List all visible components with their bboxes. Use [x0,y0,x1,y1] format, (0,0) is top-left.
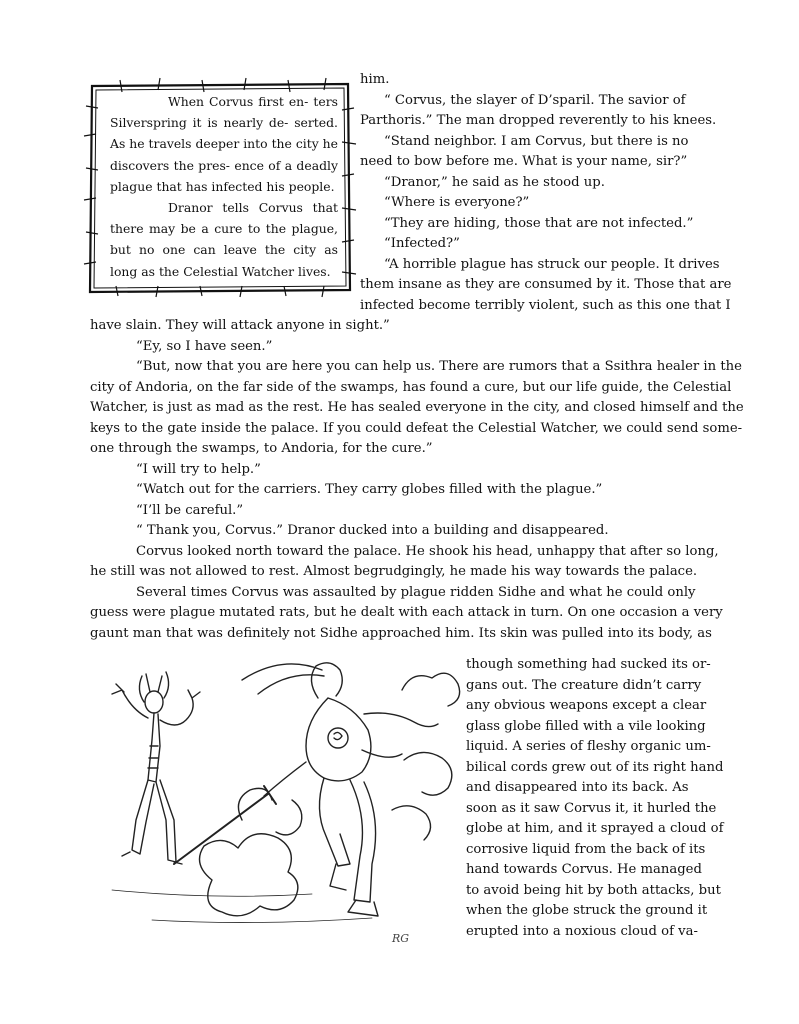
text-line: “ Thank you, Corvus.” Dranor ducked into a building and disappeared. [136,523,609,538]
text-line: them insane as they are consumed by it. Those that are [360,277,732,292]
text-line: keys to the gate inside the palace. If you could defeat the Celestial Watcher, we could send some- [90,420,743,436]
text-line: gaunt man that was definitely not Sidhe approached him. Its skin was pulled into its body, as [90,625,712,641]
sidebar-line: ence of a deadly plague that has [110,157,338,194]
text-line: “A horrible plague has struck our people. It drives [384,256,720,272]
text-line: bilical cords grew out of its right hand [466,759,724,775]
text-line: “They are hiding, those that are not infected.” [384,215,694,231]
sidebar-line: Dranor tells Corvus that [168,200,338,216]
text-line: need to bow before me. What is your name, sir?” [360,154,688,169]
text-line: infected become terribly violent, such as this one that I [360,297,731,313]
text-line: hand towards Corvus. He managed [466,862,702,877]
battle-illustration [92,650,464,950]
text-line: him. [360,72,390,87]
text-line: one through the swamps, to Andoria, for the cure.” [90,441,433,456]
text-line: though something had sucked its or- [466,657,711,672]
text-line: soon as it saw Corvus it, it hurled the [466,800,717,816]
sidebar-text [110,91,338,282]
text-line: gans out. The creature didn’t carry [466,677,702,693]
sidebar-line: Watcher lives. [241,263,331,279]
text-line: liquid. A series of fleshy organic um- [466,739,711,754]
text-line: “But, now that you are here you can help us. There are rumors that a Ssithra healer in the [136,359,742,374]
text-line: corrosive liquid from the back of its [466,841,706,857]
text-line: guess were plague mutated rats, but he dealt with each attack in turn. On one occasion a very [90,605,723,620]
sidebar-paragraph-2 [110,197,338,282]
text-line: “I will try to help.” [136,461,261,477]
text-line: and disappeared into its back. As [466,780,689,795]
text-line: “I’ll be careful.” [136,502,244,518]
sidebar-line: the city he discovers the pres- [110,136,338,173]
text-line: Corvus looked north toward the palace. He shook his head, unhappy that after so long, [136,543,719,559]
sidebar-line: serted. As he travels deeper into [110,115,338,152]
text-line: “Dranor,” he said as he stood up. [384,174,605,190]
sidebar-box [80,76,358,298]
text-line: erupted into a noxious cloud of va- [466,923,698,939]
text-line: to avoid being hit by both attacks, but [466,882,721,898]
text-line: “ Corvus, the slayer of D’sparil. The savior of [384,92,686,108]
text-line: he still was not allowed to rest. Almost begrudgingly, he made his way towards the palace. [90,564,698,579]
sidebar-line: infected his people. [211,178,335,194]
sidebar-line: When Corvus first en- [168,94,309,109]
right-text-column [466,655,722,942]
corvus-figure [174,663,438,916]
sidebar-paragraph-1 [110,91,338,197]
text-line: have slain. They will attack anyone in sight.” [90,318,390,333]
sidebar-line: ters Silverspring it is nearly de- [110,94,338,131]
plague-creature-figure [112,672,200,864]
plague-cloud [200,673,460,916]
text-line: globe at him, and it sprayed a cloud of [466,821,724,836]
text-line: glass globe filled with a vile looking [466,718,706,734]
text-line: Parthoris.” The man dropped reverently to his knees. [360,113,717,128]
text-line: Watcher, is just as mad as the rest. He has sealed everyone in the city, and closed himself and the [90,400,744,415]
sidebar-line: plague, but no one can leave the [110,221,338,258]
text-line: “Where is everyone?” [384,195,530,210]
text-line: “Ey, so I have seen.” [136,338,273,354]
text-line: “Infected?” [384,236,460,251]
artist-signature: RG [392,932,410,945]
text-line: city of Andoria, on the far side of the swamps, has found a cure, but our life guide, the Celestial [90,379,732,395]
text-line: any obvious weapons except a clear [466,698,707,713]
sidebar-line: there may be a cure to the [110,221,287,237]
text-line: “Stand neighbor. I am Corvus, but there is no [384,133,689,149]
sidebar-line: city as long as the Celestial [110,242,338,279]
text-line: Several times Corvus was assaulted by plague ridden Sidhe and what he could only [136,584,696,600]
text-line: “Watch out for the carriers. They carry globes filled with the plague.” [136,482,603,497]
narrow-text-column [360,70,732,316]
wide-text-column [90,316,744,644]
text-line: when the globe struck the ground it [466,903,708,918]
